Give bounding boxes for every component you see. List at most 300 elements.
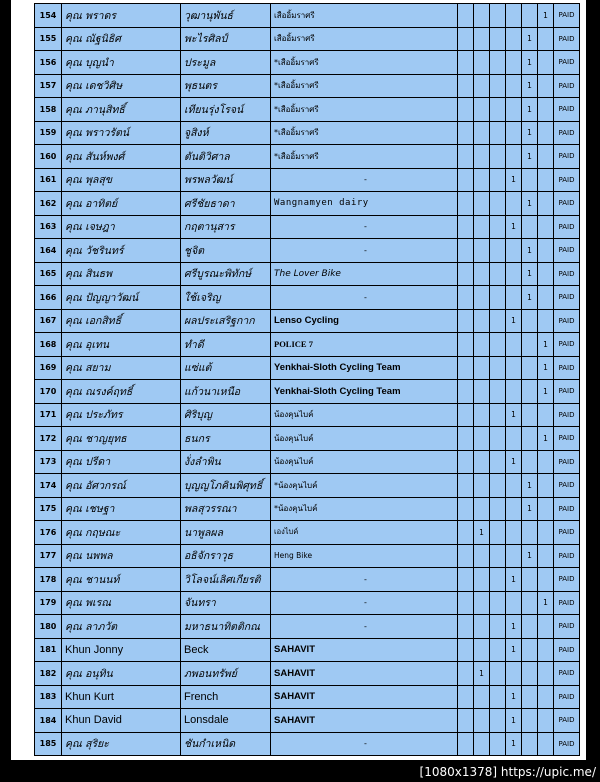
- category-mark-cell: [458, 27, 474, 51]
- first-name-cell: [62, 615, 181, 639]
- first-name-cell: [62, 403, 181, 427]
- first-name-cell: [62, 121, 181, 145]
- first-name-cell: [62, 709, 181, 733]
- team-name: *เสืออิ้มราศรี: [271, 121, 458, 145]
- registration-sheet: [11, 0, 586, 760]
- category-mark-cell: [458, 450, 474, 474]
- team-name: -: [271, 568, 458, 592]
- category-mark-cell: 1: [506, 215, 522, 239]
- category-mark-cell: [506, 497, 522, 521]
- team-name: Heng Bike: [271, 544, 458, 568]
- table-row: [35, 568, 580, 592]
- team-name: *น้องคุนไบค์: [271, 497, 458, 521]
- category-mark-cell: [538, 450, 554, 474]
- entry-number: 164: [35, 239, 62, 263]
- category-mark-cell: 1: [506, 685, 522, 709]
- category-mark-cell: [474, 309, 490, 333]
- category-mark-cell: [538, 145, 554, 169]
- first-name-cell: [62, 662, 181, 686]
- category-mark-cell: [506, 4, 522, 28]
- first-name-cell: [62, 427, 181, 451]
- payment-status: PAID: [554, 427, 580, 451]
- category-mark-cell: [458, 403, 474, 427]
- payment-status: PAID: [554, 309, 580, 333]
- category-mark-cell: [490, 192, 506, 216]
- category-mark-cell: [458, 685, 474, 709]
- category-mark-cell: [490, 709, 506, 733]
- first-name-cell: [62, 450, 181, 474]
- category-mark-cell: [458, 121, 474, 145]
- category-mark-cell: [506, 27, 522, 51]
- category-mark-cell: [490, 732, 506, 756]
- entry-number: 179: [35, 591, 62, 615]
- first-name: วัชรินทร์: [85, 244, 124, 257]
- team-name: The Lover Bike: [271, 262, 458, 286]
- payment-status: PAID: [554, 74, 580, 98]
- category-mark-cell: [490, 615, 506, 639]
- category-mark-cell: [538, 497, 554, 521]
- name-title: คุณ: [65, 315, 82, 328]
- payment-status: PAID: [554, 685, 580, 709]
- table-row: [35, 262, 580, 286]
- first-name-cell: [62, 51, 181, 75]
- team-name: *เสืออิ้มราศรี: [271, 51, 458, 75]
- last-name: บุญญโภคินพิศุทธิ์: [181, 474, 271, 498]
- category-mark-cell: 1: [522, 497, 538, 521]
- category-mark-cell: [474, 450, 490, 474]
- category-mark-cell: [458, 215, 474, 239]
- team-name: -: [271, 591, 458, 615]
- category-mark-cell: 1: [506, 168, 522, 192]
- entry-number: 156: [35, 51, 62, 75]
- team-name: *เสืออิ้มราศรี: [271, 98, 458, 122]
- category-mark-cell: [474, 356, 490, 380]
- first-name: นพพล: [85, 550, 113, 563]
- category-mark-cell: [474, 98, 490, 122]
- category-mark-cell: [538, 403, 554, 427]
- category-mark-cell: [538, 709, 554, 733]
- entry-number: 180: [35, 615, 62, 639]
- last-name: จูสิงห์: [181, 121, 271, 145]
- category-mark-cell: [458, 638, 474, 662]
- entry-number: 171: [35, 403, 62, 427]
- category-mark-cell: [458, 615, 474, 639]
- payment-status: PAID: [554, 239, 580, 263]
- entry-number: 154: [35, 4, 62, 28]
- category-mark-cell: [490, 356, 506, 380]
- category-mark-cell: [538, 98, 554, 122]
- last-name: ชันกำเหนิด: [181, 732, 271, 756]
- team-name: -: [271, 732, 458, 756]
- category-mark-cell: [458, 192, 474, 216]
- payment-status: PAID: [554, 145, 580, 169]
- name-title: คุณ: [65, 597, 82, 610]
- first-name-cell: [62, 638, 181, 662]
- category-mark-cell: [538, 74, 554, 98]
- category-mark-cell: [458, 262, 474, 286]
- category-mark-cell: 1: [506, 450, 522, 474]
- payment-status: PAID: [554, 615, 580, 639]
- last-name: งั่งลำพิน: [181, 450, 271, 474]
- category-mark-cell: 1: [538, 4, 554, 28]
- name-title: คุณ: [65, 456, 82, 469]
- name-title: คุณ: [65, 33, 82, 46]
- category-mark-cell: [506, 333, 522, 357]
- name-title: คุณ: [65, 268, 82, 281]
- name-title: คุณ: [65, 620, 82, 633]
- payment-status: PAID: [554, 662, 580, 686]
- category-mark-cell: 1: [506, 568, 522, 592]
- category-mark-cell: [522, 591, 538, 615]
- team-name: -: [271, 239, 458, 263]
- category-mark-cell: 1: [522, 192, 538, 216]
- category-mark-cell: [490, 309, 506, 333]
- last-name: พรพลวัฒน์: [181, 168, 271, 192]
- category-mark-cell: [538, 662, 554, 686]
- entry-number: 163: [35, 215, 62, 239]
- category-mark-cell: [458, 662, 474, 686]
- table-row: [35, 27, 580, 51]
- category-mark-cell: [474, 168, 490, 192]
- team-name: SAHAVIT: [271, 709, 458, 733]
- table-row: [35, 591, 580, 615]
- first-name-cell: [62, 521, 181, 545]
- team-name: Yenkhai-Sloth Cycling Team: [271, 356, 458, 380]
- category-mark-cell: [474, 427, 490, 451]
- category-mark-cell: [538, 685, 554, 709]
- category-mark-cell: [522, 356, 538, 380]
- table-row: [35, 51, 580, 75]
- payment-status: PAID: [554, 450, 580, 474]
- category-mark-cell: [522, 380, 538, 404]
- name-title: คุณ: [65, 291, 82, 304]
- first-name: อาทิตย์: [85, 197, 118, 210]
- payment-status: PAID: [554, 474, 580, 498]
- payment-status: PAID: [554, 544, 580, 568]
- first-name: ปัญญาวัฒน์: [85, 291, 139, 304]
- payment-status: PAID: [554, 403, 580, 427]
- last-name: อธิจักราวุธ: [181, 544, 271, 568]
- entry-number: 173: [35, 450, 62, 474]
- category-mark-cell: [506, 427, 522, 451]
- first-name: สินธพ: [85, 268, 113, 281]
- name-title: คุณ: [65, 174, 82, 187]
- table-row: [35, 192, 580, 216]
- last-name: ผลประเสริฐกาก: [181, 309, 271, 333]
- name-title: คุณ: [65, 738, 82, 751]
- category-mark-cell: [474, 638, 490, 662]
- team-name: เสืออิ้มราศรี: [271, 4, 458, 28]
- table-row: [35, 662, 580, 686]
- first-name: สยาม: [85, 362, 111, 375]
- category-mark-cell: [538, 168, 554, 192]
- payment-status: PAID: [554, 51, 580, 75]
- category-mark-cell: [490, 4, 506, 28]
- team-name: SAHAVIT: [271, 662, 458, 686]
- team-name: -: [271, 168, 458, 192]
- category-mark-cell: [458, 51, 474, 75]
- category-mark-cell: [474, 239, 490, 263]
- category-mark-cell: [506, 262, 522, 286]
- name-title: คุณ: [65, 479, 82, 492]
- category-mark-cell: 1: [474, 662, 490, 686]
- payment-status: PAID: [554, 286, 580, 310]
- payment-status: PAID: [554, 521, 580, 545]
- team-name: น้องคุนไบค์: [271, 450, 458, 474]
- category-mark-cell: [458, 591, 474, 615]
- category-mark-cell: 1: [506, 403, 522, 427]
- category-mark-cell: [490, 685, 506, 709]
- first-name-cell: [62, 497, 181, 521]
- table-row: [35, 145, 580, 169]
- category-mark-cell: [506, 239, 522, 263]
- category-mark-cell: [522, 638, 538, 662]
- last-name: แซ่แต้: [181, 356, 271, 380]
- category-mark-cell: [490, 591, 506, 615]
- first-name: ชาญยุทธ: [85, 432, 127, 445]
- category-mark-cell: [538, 262, 554, 286]
- table-row: [35, 98, 580, 122]
- category-mark-cell: [474, 474, 490, 498]
- payment-status: PAID: [554, 27, 580, 51]
- payment-status: PAID: [554, 98, 580, 122]
- table-row: [35, 309, 580, 333]
- payment-status: PAID: [554, 215, 580, 239]
- category-mark-cell: [522, 215, 538, 239]
- category-mark-cell: [506, 74, 522, 98]
- entry-number: 181: [35, 638, 62, 662]
- first-name-cell: [62, 309, 181, 333]
- last-name: เทียนรุ่งโรจน์: [181, 98, 271, 122]
- category-mark-cell: [538, 192, 554, 216]
- category-mark-cell: [490, 568, 506, 592]
- first-name-cell: [62, 685, 181, 709]
- payment-status: PAID: [554, 732, 580, 756]
- name-title: คุณ: [65, 526, 82, 539]
- team-name: -: [271, 286, 458, 310]
- category-mark-cell: [522, 732, 538, 756]
- first-name: อนุทิน: [85, 667, 113, 680]
- category-mark-cell: [474, 568, 490, 592]
- category-mark-cell: [490, 427, 506, 451]
- payment-status: PAID: [554, 333, 580, 357]
- entry-number: 174: [35, 474, 62, 498]
- table-row: [35, 427, 580, 451]
- category-mark-cell: [538, 309, 554, 333]
- category-mark-cell: [522, 333, 538, 357]
- payment-status: PAID: [554, 121, 580, 145]
- table-row: [35, 638, 580, 662]
- first-name: ปรีดา: [85, 456, 111, 469]
- first-name-cell: [62, 591, 181, 615]
- payment-status: PAID: [554, 168, 580, 192]
- entry-number: 157: [35, 74, 62, 98]
- first-name: เชษฐา: [85, 503, 115, 516]
- category-mark-cell: [506, 521, 522, 545]
- entry-number: 167: [35, 309, 62, 333]
- category-mark-cell: 1: [522, 239, 538, 263]
- first-name: อัศวกรณ์: [85, 479, 126, 492]
- table-row: [35, 685, 580, 709]
- category-mark-cell: [522, 4, 538, 28]
- table-row: [35, 450, 580, 474]
- category-mark-cell: [490, 662, 506, 686]
- category-mark-cell: 1: [522, 474, 538, 498]
- last-name: ภพอนทรัพย์: [181, 662, 271, 686]
- team-name: -: [271, 215, 458, 239]
- entry-number: 162: [35, 192, 62, 216]
- entry-number: 182: [35, 662, 62, 686]
- category-mark-cell: [458, 427, 474, 451]
- category-mark-cell: [490, 286, 506, 310]
- category-mark-cell: 1: [506, 709, 522, 733]
- team-name: *เสืออิ้มราศรี: [271, 74, 458, 98]
- entry-number: 158: [35, 98, 62, 122]
- team-name: *เสืออิ้มราศรี: [271, 145, 458, 169]
- category-mark-cell: [538, 521, 554, 545]
- name-title: คุณ: [65, 409, 82, 422]
- entry-number: 160: [35, 145, 62, 169]
- payment-status: PAID: [554, 638, 580, 662]
- category-mark-cell: 1: [522, 286, 538, 310]
- category-mark-cell: [522, 662, 538, 686]
- last-name: ชูจิต: [181, 239, 271, 263]
- table-row: [35, 615, 580, 639]
- category-mark-cell: [474, 591, 490, 615]
- category-mark-cell: [458, 4, 474, 28]
- category-mark-cell: [474, 709, 490, 733]
- watermark: [1080x1378] https://upic.me/: [419, 765, 596, 779]
- first-name: กฤษณะ: [85, 526, 121, 539]
- category-mark-cell: [490, 380, 506, 404]
- last-name: ทำดี: [181, 333, 271, 357]
- table-row: [35, 74, 580, 98]
- team-name: -: [271, 615, 458, 639]
- name-title: คุณ: [65, 432, 82, 445]
- category-mark-cell: [490, 74, 506, 98]
- first-name: สันห์พงศ์: [85, 150, 125, 163]
- last-name: ธนกร: [181, 427, 271, 451]
- last-name: ตันติวิศาล: [181, 145, 271, 169]
- table-row: [35, 333, 580, 357]
- category-mark-cell: [474, 51, 490, 75]
- first-name-cell: [62, 544, 181, 568]
- name-title: คุณ: [65, 127, 82, 140]
- team-name: Wangnamyen dairy: [271, 192, 458, 216]
- last-name: จันทรา: [181, 591, 271, 615]
- last-name: ใช้เจริญ: [181, 286, 271, 310]
- category-mark-cell: [522, 427, 538, 451]
- category-mark-cell: 1: [522, 121, 538, 145]
- category-mark-cell: [474, 27, 490, 51]
- name-title: Khun: [65, 643, 91, 656]
- payment-status: PAID: [554, 356, 580, 380]
- category-mark-cell: 1: [506, 615, 522, 639]
- first-name-cell: [62, 74, 181, 98]
- category-mark-cell: [458, 568, 474, 592]
- category-mark-cell: [474, 685, 490, 709]
- name-title: คุณ: [65, 221, 82, 234]
- category-mark-cell: 1: [506, 638, 522, 662]
- category-mark-cell: [474, 145, 490, 169]
- table-row: [35, 474, 580, 498]
- last-name: ศรีบูรณะพิทักษ์: [181, 262, 271, 286]
- category-mark-cell: [490, 450, 506, 474]
- name-title: คุณ: [65, 667, 82, 680]
- category-mark-cell: 1: [538, 427, 554, 451]
- first-name-cell: [62, 732, 181, 756]
- first-name-cell: [62, 286, 181, 310]
- category-mark-cell: [490, 168, 506, 192]
- entry-number: 168: [35, 333, 62, 357]
- category-mark-cell: [538, 732, 554, 756]
- first-name: เอกสิทธิ์: [85, 315, 122, 328]
- payment-status: PAID: [554, 262, 580, 286]
- category-mark-cell: [506, 121, 522, 145]
- first-name: เจษฎา: [85, 221, 115, 234]
- category-mark-cell: [474, 544, 490, 568]
- category-mark-cell: [490, 521, 506, 545]
- last-name: Beck: [181, 638, 271, 662]
- last-name: กฤตานุสาร: [181, 215, 271, 239]
- category-mark-cell: [522, 168, 538, 192]
- category-mark-cell: [538, 215, 554, 239]
- first-name: ภานุสิทธิ์: [85, 103, 125, 116]
- last-name: พะไรศิลป์: [181, 27, 271, 51]
- name-title: คุณ: [65, 56, 82, 69]
- name-title: คุณ: [65, 550, 82, 563]
- category-mark-cell: [474, 403, 490, 427]
- table-row: [35, 121, 580, 145]
- category-mark-cell: [474, 121, 490, 145]
- category-mark-cell: [474, 286, 490, 310]
- first-name: Jonny: [93, 643, 124, 656]
- payment-status: PAID: [554, 497, 580, 521]
- category-mark-cell: [474, 215, 490, 239]
- category-mark-cell: [458, 380, 474, 404]
- table-row: [35, 732, 580, 756]
- category-mark-cell: [538, 544, 554, 568]
- category-mark-cell: [474, 380, 490, 404]
- table-row: [35, 497, 580, 521]
- first-name: พราดร: [85, 9, 117, 22]
- category-mark-cell: [474, 4, 490, 28]
- entry-number: 155: [35, 27, 62, 51]
- first-name-cell: [62, 192, 181, 216]
- category-mark-cell: [538, 27, 554, 51]
- category-mark-cell: 1: [538, 591, 554, 615]
- last-name: ศิริบุญ: [181, 403, 271, 427]
- category-mark-cell: [458, 521, 474, 545]
- category-mark-cell: [506, 51, 522, 75]
- category-mark-cell: [538, 568, 554, 592]
- table-row: [35, 215, 580, 239]
- category-mark-cell: [506, 192, 522, 216]
- category-mark-cell: [538, 239, 554, 263]
- category-mark-cell: [506, 544, 522, 568]
- team-name: SAHAVIT: [271, 685, 458, 709]
- category-mark-cell: [506, 286, 522, 310]
- category-mark-cell: [522, 568, 538, 592]
- category-mark-cell: [490, 98, 506, 122]
- name-title: คุณ: [65, 197, 82, 210]
- category-mark-cell: [458, 333, 474, 357]
- entry-number: 183: [35, 685, 62, 709]
- table-row: [35, 521, 580, 545]
- entry-number: 178: [35, 568, 62, 592]
- category-mark-cell: [490, 121, 506, 145]
- category-mark-cell: [474, 497, 490, 521]
